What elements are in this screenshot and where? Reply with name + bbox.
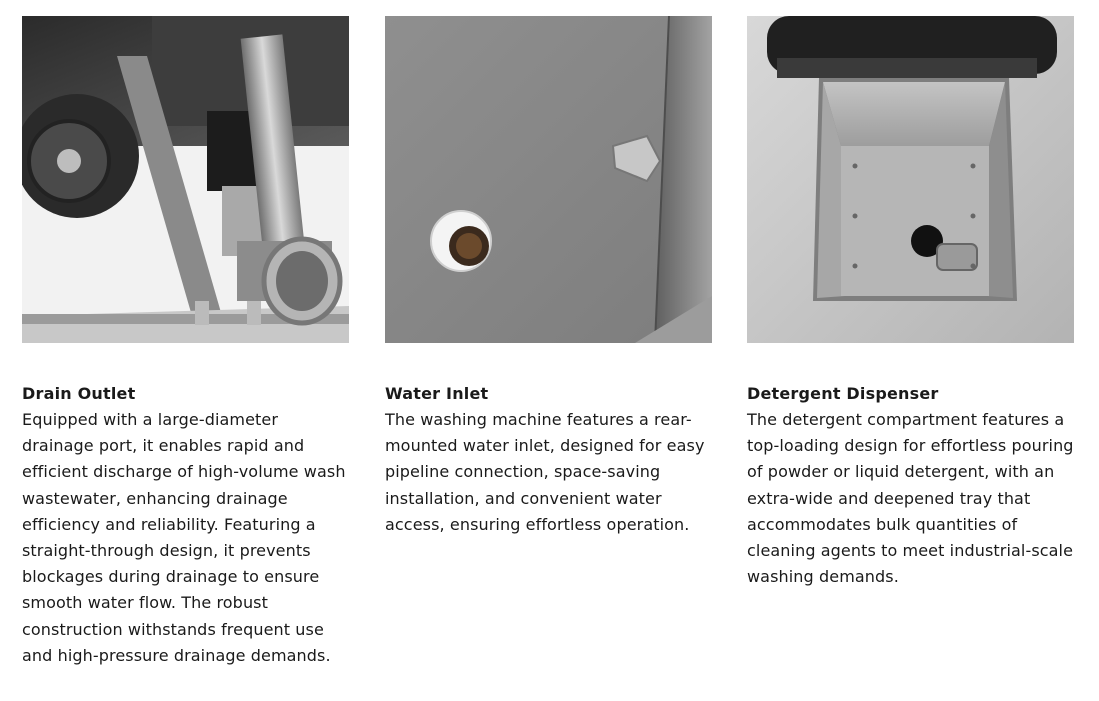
feature-description: Equipped with a large-diameter drainage port, it enables rapid and efficient discharge of high-volume wash wastewater, enhancing drainage efficiency and reliability. Featuring a straight-through design, it prevents blockages during drainage to ensure smooth water flow. The robust construction withstands frequent use and high-pressure drainage demands. xyxy=(22,410,346,665)
feature-title: Water Inlet xyxy=(385,384,489,403)
feature-title: Drain Outlet xyxy=(22,384,136,403)
feature-description: The detergent compartment features a top-loading design for effortless pouring of powder or liquid detergent, with an extra-wide and deepened tray that accommodates bulk quantities of cleaning agents to meet industrial-scale washing demands. xyxy=(747,410,1074,587)
feature-title: Detergent Dispenser xyxy=(747,384,939,403)
feature-card-water-inlet xyxy=(385,16,712,538)
feature-description: The washing machine features a rear-mounted water inlet, designed for easy pipeline connection, space-saving installation, and convenient water access, ensuring effortless operation. xyxy=(385,410,705,534)
drain-outlet-photo xyxy=(22,16,349,343)
water-inlet-illustration xyxy=(385,16,712,343)
detergent-dispenser-photo xyxy=(747,16,1074,343)
feature-card-drain-outlet xyxy=(22,16,349,669)
detergent-dispenser-illustration xyxy=(747,16,1074,343)
drain-outlet-illustration xyxy=(22,16,349,343)
feature-card-detergent-dispenser xyxy=(747,16,1074,590)
water-inlet-photo xyxy=(385,16,712,343)
